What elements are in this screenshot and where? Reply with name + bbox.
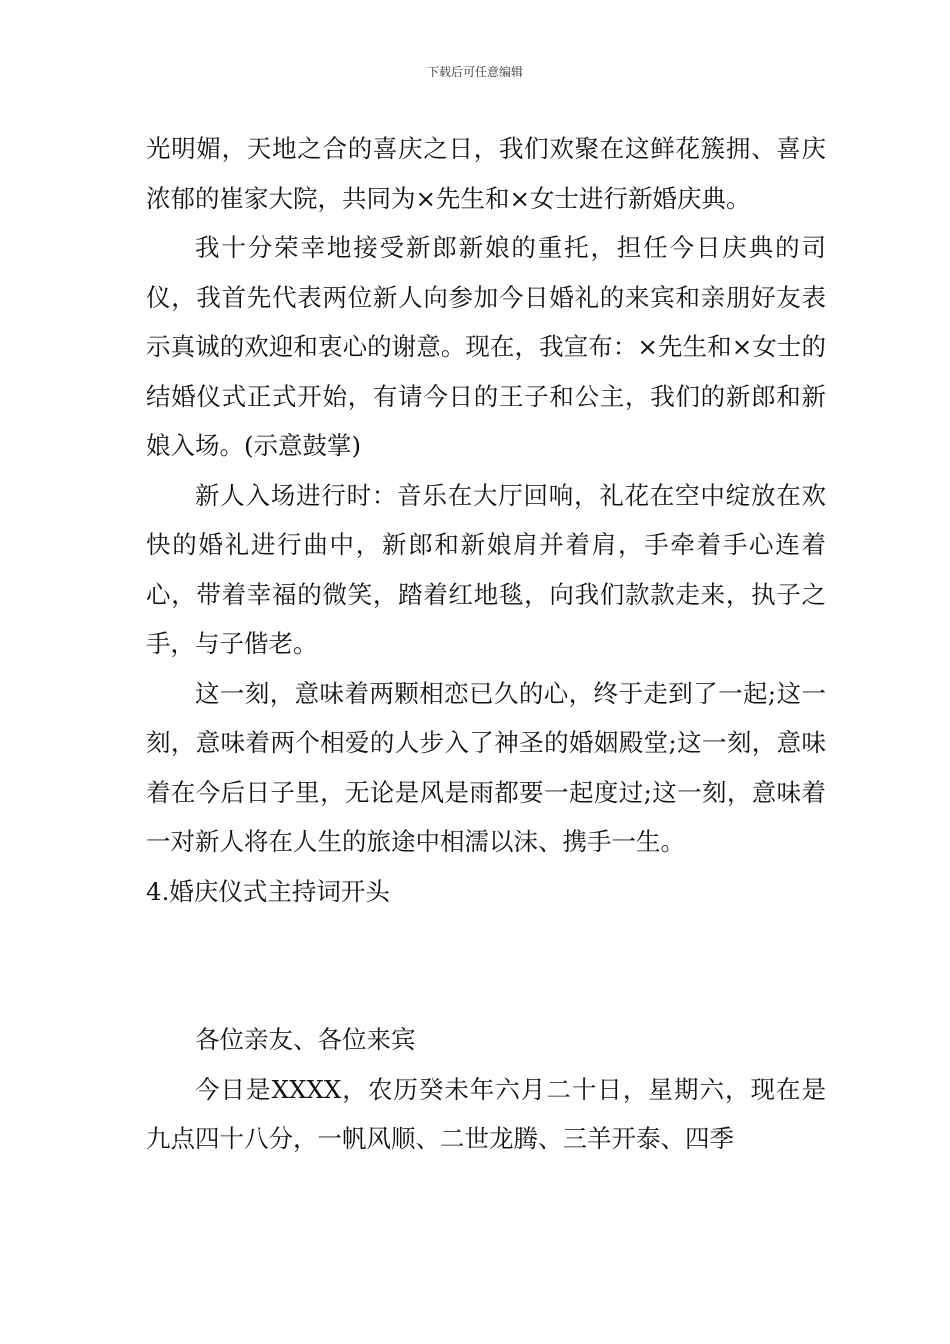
document-body: [146, 124, 826, 1164]
paragraph-date: 今日是XXXX，农历癸未年六月二十日，星期六，现在是九点四十八分，一帆风顺、二世龙腾、三羊开泰、四季: [146, 1074, 826, 1153]
paragraph-this-moment: 这一刻，意味着两颗相恋已久的心，终于走到了一起;这一刻，意味着两个相爱的人步入了神圣的婚姻殿堂;这一刻，意味着在今后日子里，无论是风是雨都要一起度过;这一刻，意味着一对新人将在人生的旅途中相濡以沫、携手一生。: [146, 678, 826, 856]
paragraph-host-intro: 我十分荣幸地接受新郎新娘的重托，担任今日庆典的司仪，我首先代表两位新人向参加今日婚礼的来宾和亲朋好友表示真诚的欢迎和衷心的谢意。现在，我宣布：×先生和×女士的结婚仪式正式开始，有请今日的王子和公主，我们的新郎和新娘入场。(示意鼓掌): [146, 233, 826, 460]
page-header: 下载后可任意编辑: [426, 65, 523, 79]
paragraph-greeting: 各位亲友、各位来宾: [195, 1025, 416, 1054]
paragraph-opening: 光明媚，天地之合的喜庆之日，我们欢聚在这鲜花簇拥、喜庆浓郁的崔家大院，共同为×先生和×女士进行新婚庆典。: [146, 134, 826, 213]
section-spacer: [146, 916, 826, 1015]
paragraph-entrance: 新人入场进行时：音乐在大厅回响，礼花在空中绽放在欢快的婚礼进行曲中，新郎和新娘肩并着肩，手牵着手心连着心，带着幸福的微笑，踏着红地毯，向我们款款走来，执子之手，与子偕老。: [146, 480, 826, 658]
section-heading: 4.婚庆仪式主持词开头: [146, 876, 390, 906]
